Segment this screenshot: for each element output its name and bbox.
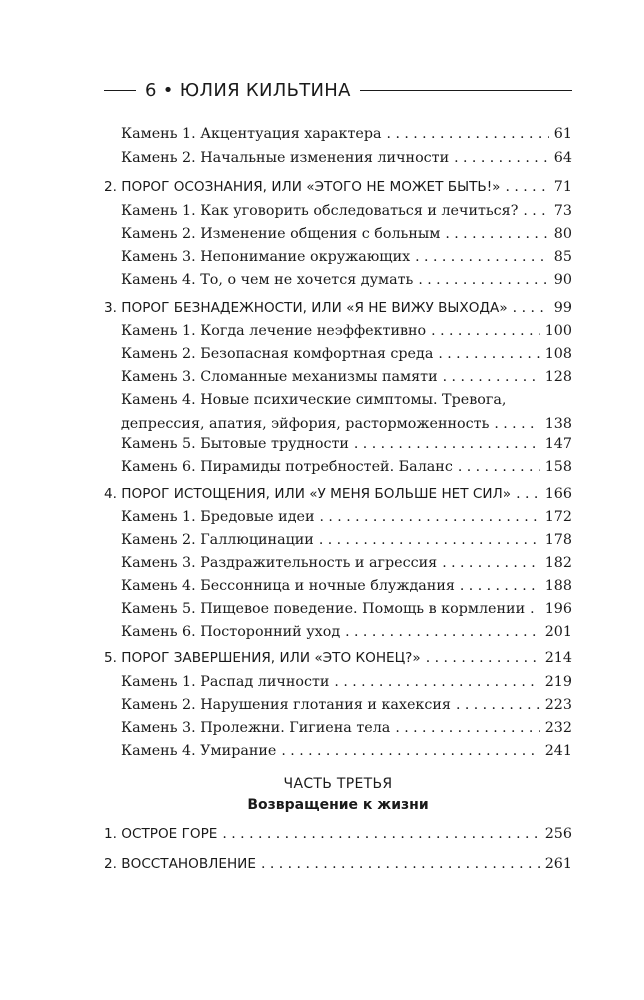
dot-leader	[345, 624, 540, 640]
toc-entry-title: Камень 4. То, о чем не хочется думать	[121, 272, 414, 288]
toc-chapter-title: 1. ОСТРОЕ ГОРЕ	[104, 826, 218, 842]
toc-entry-page: 241	[544, 743, 572, 759]
toc-entry-page: 100	[544, 323, 572, 339]
toc-entry-title: Камень 1. Распад личности	[121, 674, 330, 690]
dot-leader	[445, 226, 548, 242]
toc-chapter-title: 4. ПОРОГ ИСТОЩЕНИЯ, ИЛИ «У МЕНЯ БОЛЬШЕ НЕТ СИЛ»	[104, 486, 512, 502]
header-text	[145, 80, 351, 101]
page-number: 6	[145, 79, 157, 101]
dot-leader	[387, 126, 549, 142]
toc-entry-title: Камень 2. Начальные изменения личности	[121, 150, 450, 166]
toc-entry-title: Камень 1. Акцентуация характера	[121, 126, 382, 142]
dot-leader	[426, 650, 540, 666]
toc-entry[interactable]	[104, 624, 572, 648]
toc-entry-page: 147	[544, 436, 572, 452]
dot-leader	[458, 459, 540, 475]
toc-entry[interactable]	[104, 697, 572, 721]
toc-chapter-page: 261	[544, 856, 572, 872]
toc-entry[interactable]	[104, 459, 572, 483]
toc-chapter-page: 256	[544, 826, 572, 842]
dot-leader	[530, 601, 540, 617]
toc-chapter-title: 2. ВОССТАНОВЛЕНИЕ	[104, 856, 256, 872]
toc-chapter[interactable]	[104, 486, 572, 510]
dot-leader	[415, 249, 549, 265]
toc-entry-page: 64	[553, 150, 572, 166]
toc-entry-line1: Камень 4. Новые психические симптомы. Тревога,	[121, 392, 507, 408]
toc-entry[interactable]	[104, 346, 572, 370]
toc-entry-page: 90	[553, 272, 572, 288]
toc-entry-title: Камень 2. Изменение общения с больным	[121, 226, 441, 242]
toc-entry-title: Камень 4. Умирание	[121, 743, 277, 759]
toc-entry-title: Камень 5. Пищевое поведение. Помощь в кормлении	[121, 601, 526, 617]
toc-chapter-page: 214	[544, 650, 572, 666]
toc-entry[interactable]	[104, 226, 572, 250]
toc-entry-title: Камень 3. Раздражительность и агрессия	[121, 555, 438, 571]
running-head	[104, 78, 572, 102]
toc-entry-title: Камень 2. Нарушения глотания и кахексия	[121, 697, 451, 713]
toc-entry-page: 158	[544, 459, 572, 475]
toc-entry[interactable]	[104, 436, 572, 460]
part-subtitle: Возвращение к жизни	[247, 797, 429, 813]
dot-leader	[431, 323, 540, 339]
toc-entry-title: Камень 6. Пирамиды потребностей. Баланс	[121, 459, 453, 475]
toc-chapter-page: 166	[544, 486, 572, 502]
toc-chapter-page: 71	[553, 179, 572, 195]
toc-chapter-title: 5. ПОРОГ ЗАВЕРШЕНИЯ, ИЛИ «ЭТО КОНЕЦ?»	[104, 650, 421, 666]
header-rule-right	[360, 90, 572, 91]
toc-entry-page: 201	[544, 624, 572, 640]
toc-entry-title: Камень 4. Бессонница и ночные блуждания	[121, 578, 455, 594]
toc-entry-page: 196	[544, 601, 572, 617]
toc-entry[interactable]	[104, 532, 572, 556]
dot-leader	[454, 150, 549, 166]
dot-leader	[281, 743, 539, 759]
toc-entry-page: 182	[544, 555, 572, 571]
dot-leader	[460, 578, 540, 594]
toc-entry[interactable]	[104, 674, 572, 698]
toc-entry[interactable]	[104, 601, 572, 625]
toc-entry-page: 232	[544, 720, 572, 736]
dot-leader	[513, 300, 549, 316]
toc-entry-page: 219	[544, 674, 572, 690]
toc-chapter[interactable]	[104, 179, 572, 203]
header-rule-left	[104, 90, 136, 91]
toc-chapter-title: 3. ПОРОГ БЕЗНАДЕЖНОСТИ, ИЛИ «Я НЕ ВИЖУ ВЫХОДА»	[104, 300, 508, 316]
toc-entry-title: Камень 1. Как уговорить обследоваться и лечиться?	[121, 203, 519, 219]
toc-entry-title: Камень 3. Сломанные механизмы памяти	[121, 369, 438, 385]
toc-entry[interactable]	[104, 369, 572, 393]
toc-entry-page: 61	[553, 126, 572, 142]
toc-chapter[interactable]	[104, 650, 572, 674]
dot-leader	[354, 436, 540, 452]
toc-entry-page: 85	[553, 249, 572, 265]
toc-entry-page: 172	[544, 509, 572, 525]
toc-entry-page: 178	[544, 532, 572, 548]
dot-leader	[334, 674, 539, 690]
dot-leader	[523, 203, 548, 219]
toc-entry[interactable]	[104, 323, 572, 347]
dot-leader	[456, 697, 540, 713]
header-separator: •	[162, 79, 174, 101]
toc-entry[interactable]	[104, 249, 572, 273]
toc-entry[interactable]	[104, 555, 572, 579]
toc-entry-title: Камень 1. Бредовые идеи	[121, 509, 315, 525]
dot-leader	[516, 486, 540, 502]
toc-entry-title: Камень 3. Пролежни. Гигиена тела	[121, 720, 391, 736]
toc-entry-page: 80	[553, 226, 572, 242]
toc-entry[interactable]	[104, 150, 572, 174]
toc-entry-title: Камень 1. Когда лечение неэффективно	[121, 323, 427, 339]
toc-entry[interactable]	[104, 509, 572, 533]
toc-entry-title: Камень 2. Галлюцинации	[121, 532, 314, 548]
toc-chapter-title: 2. ПОРОГ ОСОЗНАНИЯ, ИЛИ «ЭТОГО НЕ МОЖЕТ БЫТЬ!»	[104, 179, 501, 195]
toc-entry-title: Камень 5. Бытовые трудности	[121, 436, 349, 452]
toc-entry-page: 108	[544, 346, 572, 362]
part-title: ЧАСТЬ ТРЕТЬЯ	[283, 776, 393, 792]
toc-chapter[interactable]	[104, 826, 572, 850]
toc-entry[interactable]	[104, 578, 572, 602]
toc-chapter[interactable]	[104, 300, 572, 324]
toc-entry[interactable]	[104, 272, 572, 296]
toc-entry-page: 128	[544, 369, 572, 385]
toc-entry-title: Камень 2. Безопасная комфортная среда	[121, 346, 434, 362]
dot-leader	[319, 532, 540, 548]
toc-entry-line2: депрессия, апатия, эйфория, расторможенность	[121, 416, 490, 432]
dot-leader	[438, 346, 539, 362]
toc-entry-multiline[interactable]	[121, 392, 572, 440]
toc-entry-page: 223	[544, 697, 572, 713]
toc-entry-page: 138	[544, 416, 572, 432]
dot-leader	[442, 555, 540, 571]
dot-leader	[320, 509, 540, 525]
toc-entry-page: 188	[544, 578, 572, 594]
toc-chapter-page: 99	[553, 300, 572, 316]
toc-entry-title: Камень 3. Непонимание окружающих	[121, 249, 411, 265]
dot-leader	[261, 856, 540, 872]
toc-entry[interactable]	[104, 720, 572, 744]
toc-entry-page: 73	[553, 203, 572, 219]
toc-chapter[interactable]	[104, 856, 572, 880]
dot-leader	[494, 416, 539, 432]
dot-leader	[418, 272, 548, 288]
dot-leader	[443, 369, 540, 385]
toc-entry[interactable]	[104, 743, 572, 767]
header-author: ЮЛИЯ КИЛЬТИНА	[179, 79, 351, 101]
dot-leader	[505, 179, 548, 195]
dot-leader	[222, 826, 539, 842]
toc-entry[interactable]	[104, 126, 572, 150]
toc-entry-title: Камень 6. Посторонний уход	[121, 624, 341, 640]
dot-leader	[395, 720, 539, 736]
toc-entry[interactable]	[104, 203, 572, 227]
